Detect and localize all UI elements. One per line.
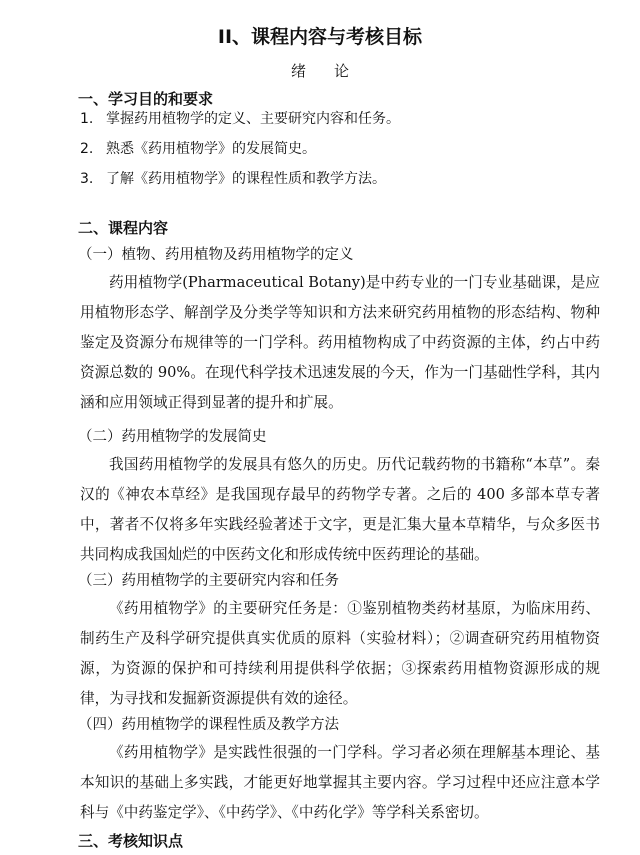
section-heading-2: 二、课程内容 [78,219,169,237]
paragraph-1: 药用植物学(Pharmaceutical Botany)是中药专业的一门专业基础课，是应用植物形态学、解剖学及分类学等知识和方法来研究药用植物的形态结构、物种鉴定及资源分布规律等的一门学科。药用植物构成了中药资源的主体，约占中药资源总数的 90%。在现代科学技术迅速发展的今天，作为一门基础性学科，其内涵和应用领域正得到显著的提升和扩展。 [80,274,600,411]
section-heading-3: 三、考核知识点 [78,832,184,850]
list-item-number: 3. [80,171,94,187]
list-item [80,138,316,160]
subsection-heading-3: （三）药用植物学的主要研究内容和任务 [78,573,339,589]
list-item-text: 掌握药用植物学的定义、主要研究内容和任务。 [106,111,400,127]
list-item-number: 1. [80,111,94,127]
list-item-number: 2. [80,141,94,157]
list-item [80,108,400,130]
paragraph-3: 《药用植物学》的主要研究任务是：①鉴别植物类药材基原，为临床用药、制药生产及科学研究提供真实优质的原料（实验材料）；②调查研究药用植物资源，为资源的保护和可持续利用提供科学依据；③探索药用植物资源形成的规律，为寻找和发掘新资源提供有效的途径。 [80,600,600,707]
paragraph-2: 我国药用植物学的发展具有悠久的历史。历代记载药物的书籍称“本草”。秦汉的《神农本草经》是我国现存最早的药物学专著。之后的 400 多部本草专著中，著者不仅将多年实践经验著述于文字，更是汇集大量本草精华，与众多医书共同构成我国灿烂的中医药文化和形成传统中医药理论的基础。 [80,456,600,563]
subsection-heading-2: （二）药用植物学的发展简史 [78,429,267,445]
section-heading-1: 一、学习目的和要求 [78,90,214,108]
subsection-heading-4: （四）药用植物学的课程性质及教学方法 [78,717,339,733]
list-item-text: 了解《药用植物学》的课程性质和教学方法。 [106,171,386,187]
page-subtitle: 绪论 [290,62,377,80]
page-title: II、课程内容与考核目标 [217,26,423,48]
paragraph-4: 《药用植物学》是实践性很强的一门学科。学习者必须在理解基本理论、基本知识的基础上多实践，才能更好地掌握其主要内容。学习过程中还应注意本学科与《中药鉴定学》、《中药学》、《中药化学》等学科关系密切。 [80,744,600,821]
subsection-heading-1: （一）植物、药用植物及药用植物学的定义 [78,247,354,263]
list-item-text: 熟悉《药用植物学》的发展简史。 [106,141,316,157]
list-item [80,168,386,190]
